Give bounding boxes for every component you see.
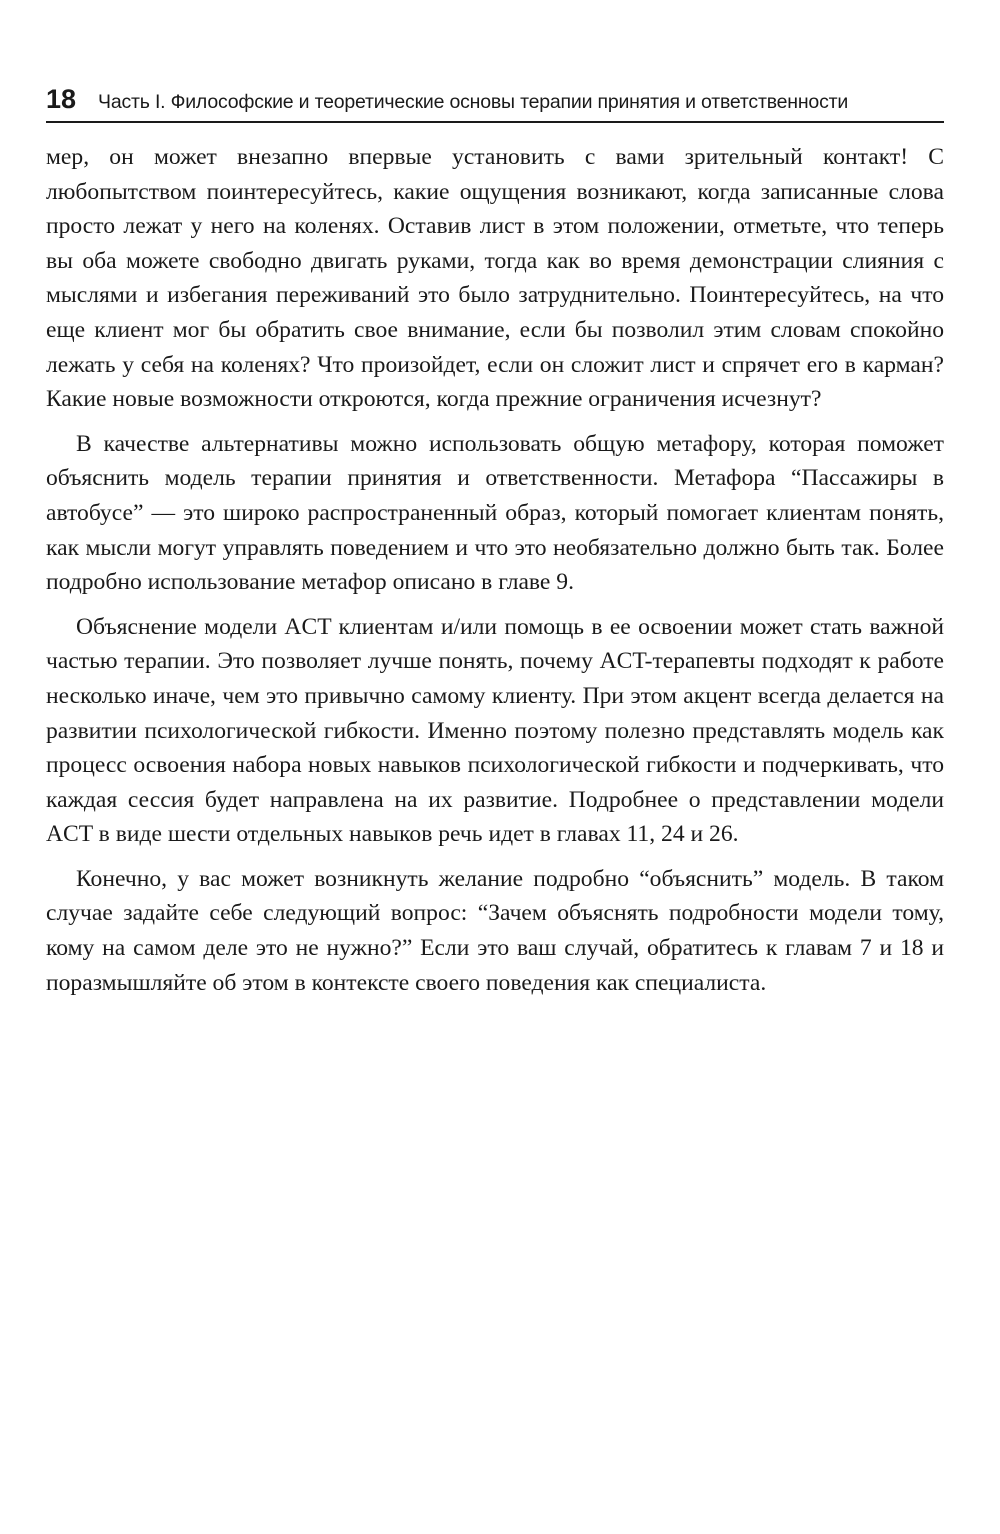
page-number: 18 [46,84,77,114]
paragraph: В качестве альтернативы можно использовать общую метафору, которая поможет объяснить модель терапии принятия и ответственности. Метафора “Пассажиры в автобусе” — это широко распространенный образ, который помогает клиентам понять, как мысли могут управлять поведением и что это необязательно должно быть так. Более подробно использование метафор описано в главе 9. [46,430,944,596]
running-head [46,84,944,123]
paragraph: Объяснение модели ACT клиентам и/или помощь в ее освоении может стать важной частью терапии. Это позволяет лучше понять, почему ACT-терапевты подходят к работе несколько иначе, чем это привычно самому клиенту. При этом акцент всегда делается на развитии психологической гибкости. Именно поэтому полезно представлять модель как процесс освоения набора новых навыков психологической гибкости и подчеркивать, что каждая сессия будет направлена на их развитие. Подробнее о представлении модели ACT в виде шести отдельных навыков речь идет в главах 11, 24 и 26. [46,613,944,848]
paragraph: Конечно, у вас может возникнуть желание подробно “объяснить” модель. В таком случае задайте себе следующий вопрос: “Зачем объяснять подробности модели тому, кому на самом деле это не нужно?” Если это ваш случай, обратитесь к главам 7 и 18 и поразмышляйте об этом в контексте своего поведения как специалиста. [46,865,944,996]
running-title: Часть I. Философские и теоретические основы терапии принятия и ответственности [98,91,849,113]
body-text [46,140,944,1000]
book-page [46,84,944,1010]
paragraph-continued: мер, он может внезапно впервые установить с вами зрительный контакт! С любопытством поинтересуйтесь, какие ощущения возникают, когда записанные слова просто лежат у него на коленях. Оставив лист в этом положении, отметьте, что теперь вы оба можете свободно двигать руками, тогда как во время демонстрации слияния с мыслями и избегания переживаний это было затруднительно. Поинтересуйтесь, на что еще клиент мог бы обратить свое внимание, если бы позволил этим словам спокойно лежать у себя на коленях? Что произойдет, если он сложит лист и спрячет его в карман? Какие новые возможности откроются, когда прежние ограничения исчезнут? [46,144,944,413]
